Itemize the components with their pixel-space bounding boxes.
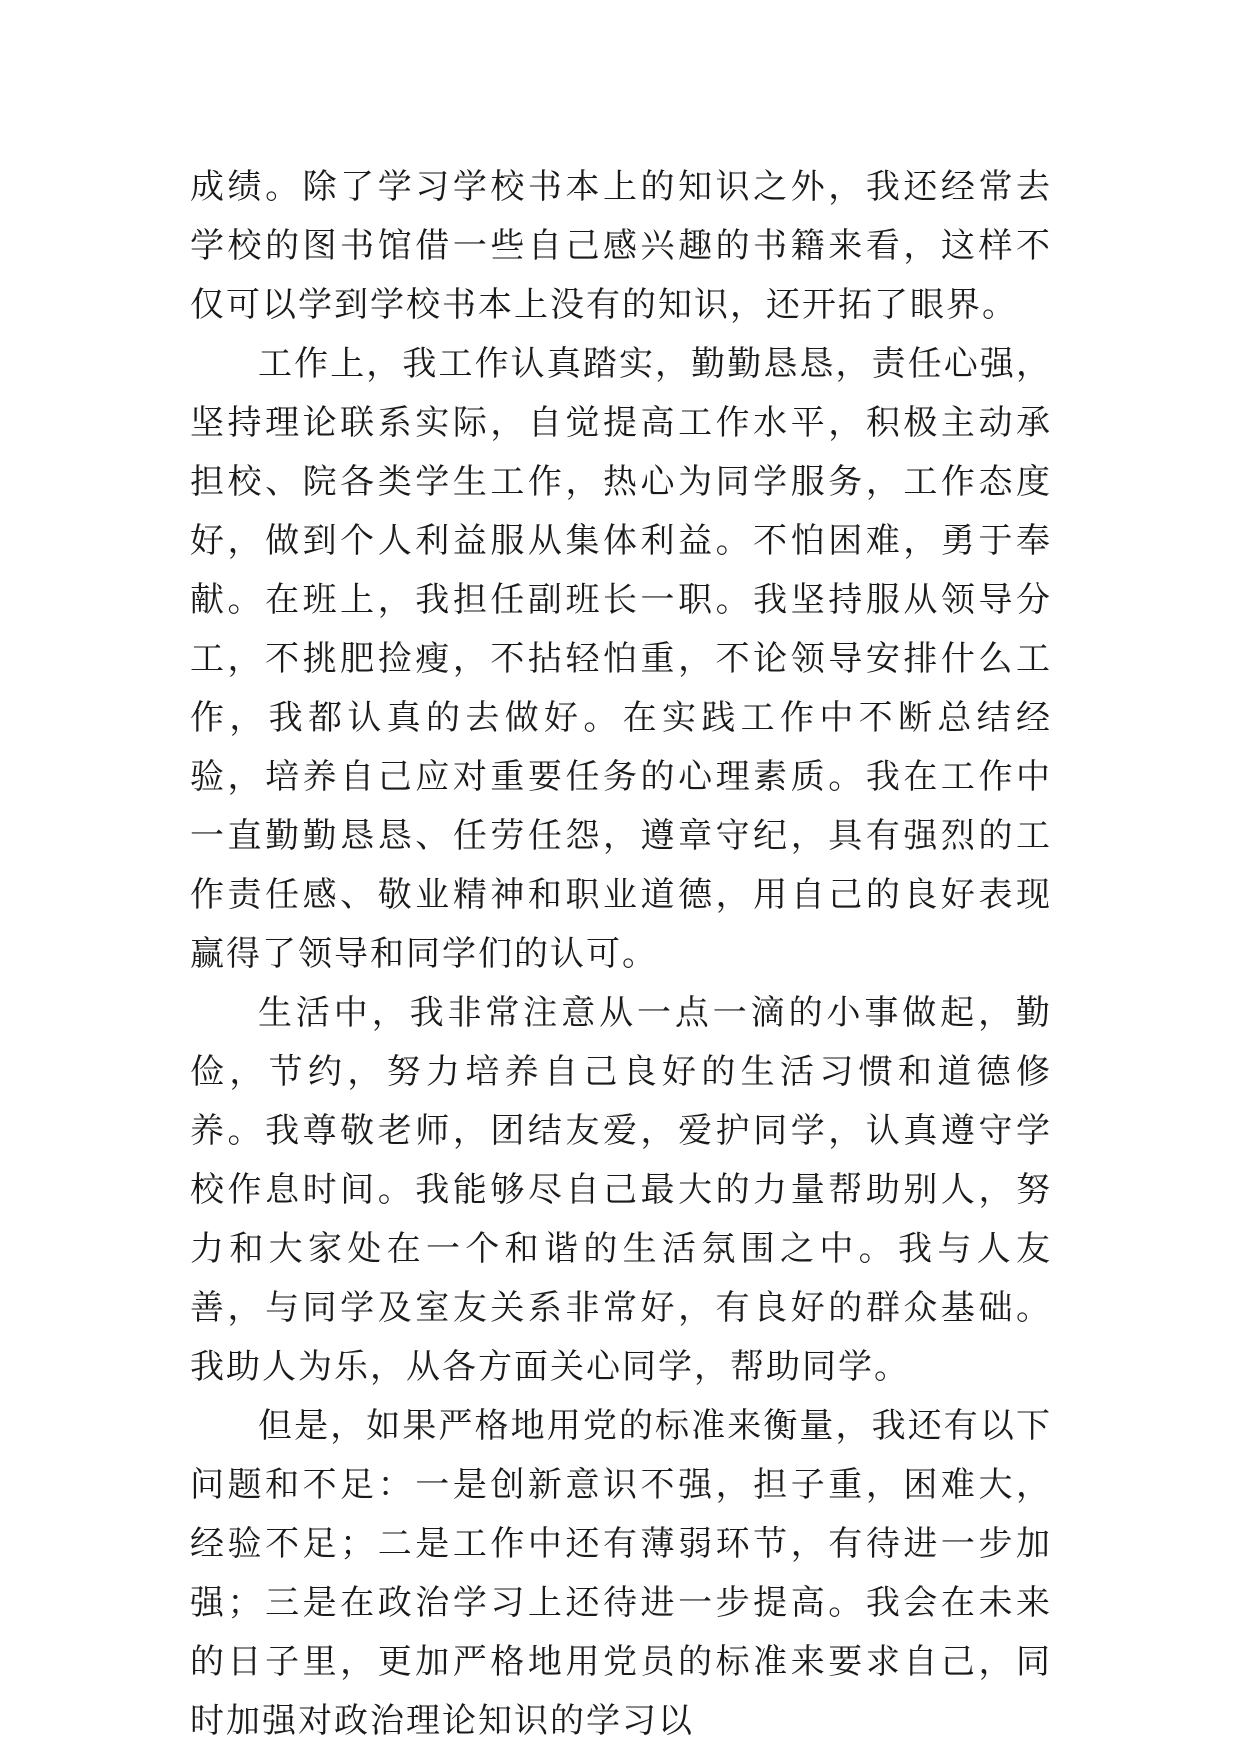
paragraph-shortcomings: 但是，如果严格地用党的标准来衡量，我还有以下问题和不足：一是创新意识不强，担子重，困难大，经验不足；二是工作中还有薄弱环节，有待进一步加强；三是在政治学习上还待进一步提高。我会在未来的日子里，更加严格地用党员的标准来要求自己，同时加强对政治理论知识的学习以 bbox=[190, 1406, 1052, 1741]
document-body bbox=[190, 158, 1052, 1751]
paragraph-work: 工作上，我工作认真踏实，勤勤恳恳，责任心强，坚持理论联系实际，自觉提高工作水平，积极主动承担校、院各类学生工作，热心为同学服务，工作态度好，做到个人利益服从集体利益。不怕困难，勇于奉献。在班上，我担任副班长一职。我坚持服从领导分工，不挑肥捡瘦，不拈轻怕重，不论领导安排什么工作，我都认真的去做好。在实践工作中不断总结经验，培养自己应对重要任务的心理素质。我在工作中一直勤勤恳恳、任劳任怨，遵章守纪，具有强烈的工作责任感、敬业精神和职业道德，用自己的良好表现赢得了领导和同学们的认可。 bbox=[190, 344, 1052, 974]
paragraph-life: 生活中，我非常注意从一点一滴的小事做起，勤俭，节约，努力培养自己良好的生活习惯和道德修养。我尊敬老师，团结友爱，爱护同学，认真遵守学校作息时间。我能够尽自己最大的力量帮助别人，努力和大家处在一个和谐的生活氛围之中。我与人友善，与同学及室友关系非常好，有良好的群众基础。我助人为乐，从各方面关心同学，帮助同学。 bbox=[190, 993, 1052, 1387]
paragraph-achievements: 成绩。除了学习学校书本上的知识之外，我还经常去学校的图书馆借一些自己感兴趣的书籍来看，这样不仅可以学到学校书本上没有的知识，还开拓了眼界。 bbox=[190, 167, 1052, 325]
